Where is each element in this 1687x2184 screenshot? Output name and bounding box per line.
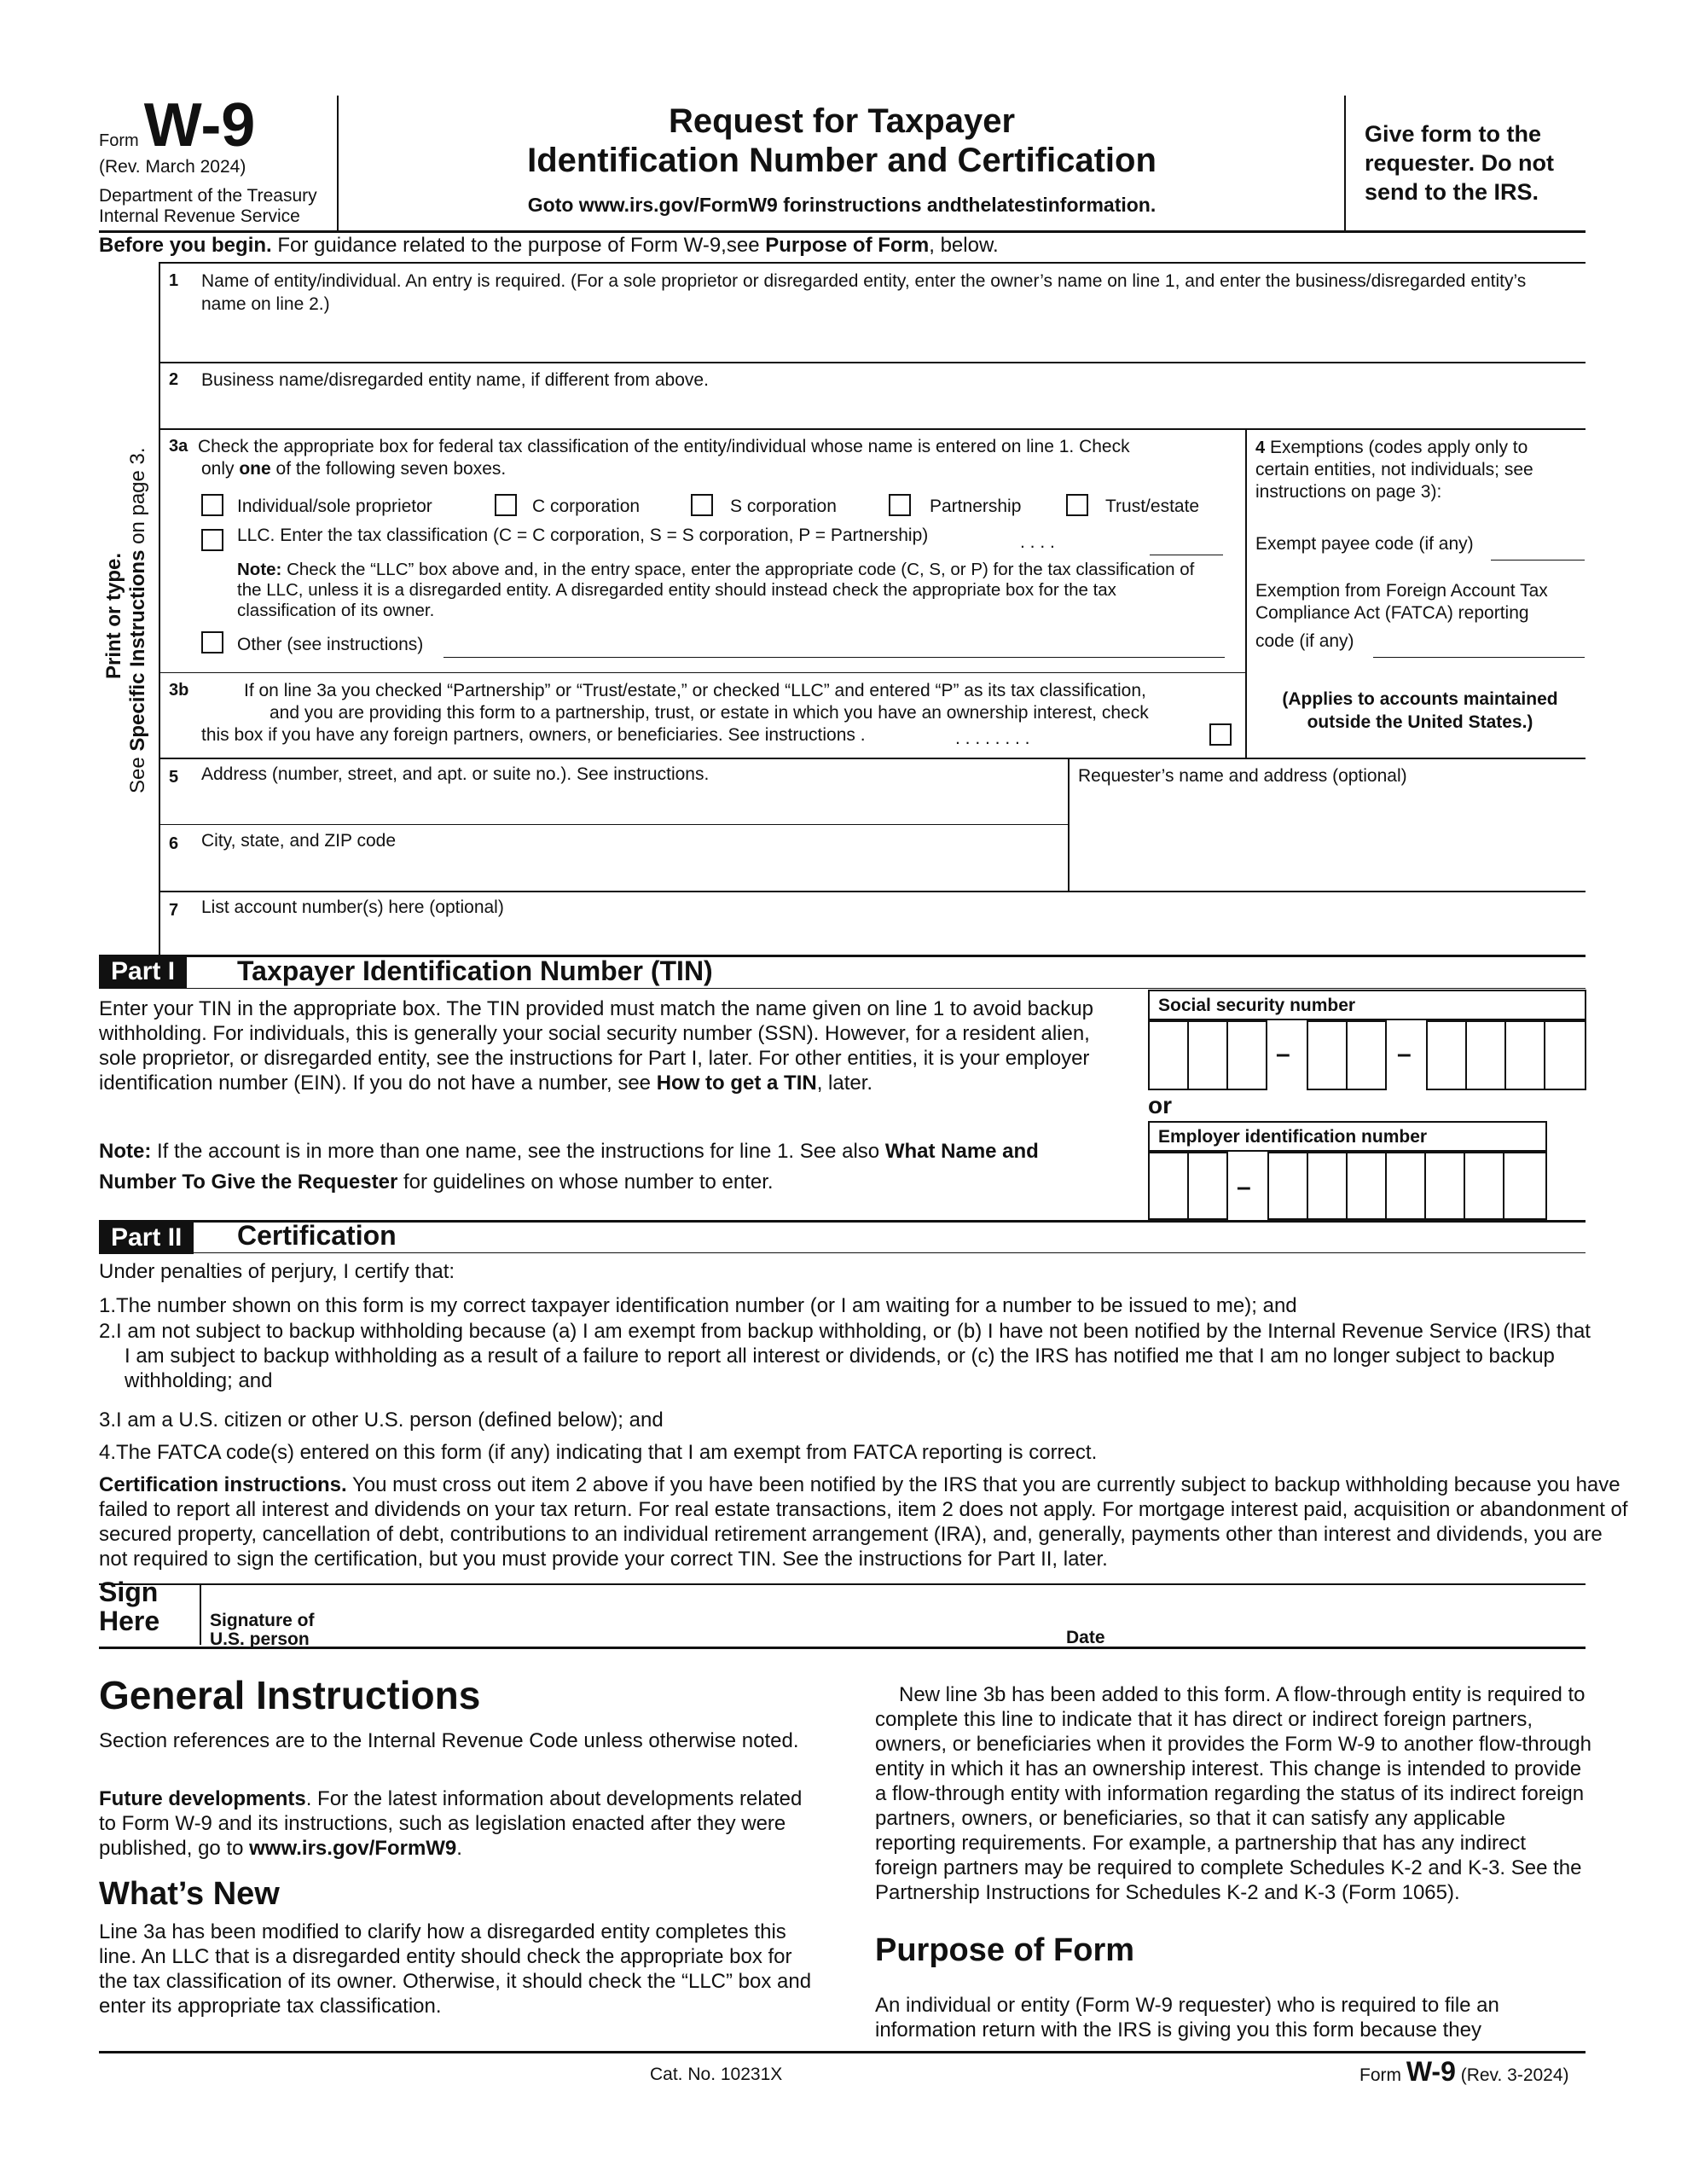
future-dev-text: . For the latest information about developments related to Form W-9 and its instructions, such as legislation enacted after they were published, go to bbox=[99, 1787, 803, 1860]
line3a-label: Check the appropriate box for federal tax classification of the entity/individual whose name is entered on line 1. Check bbox=[198, 437, 1130, 456]
ssn-dash-1: – bbox=[1276, 1040, 1290, 1068]
part2-title-rule bbox=[99, 1252, 1586, 1253]
checkbox-individual[interactable] bbox=[201, 494, 223, 516]
or-label: or bbox=[1148, 1092, 1172, 1118]
future-dev-label: Future developments bbox=[99, 1787, 306, 1810]
date-label: Date bbox=[1066, 1628, 1105, 1647]
header-divider-right bbox=[1344, 96, 1346, 230]
label-s-corp: S corporation bbox=[730, 497, 837, 516]
ssn-dash-2: – bbox=[1397, 1040, 1412, 1068]
side-label-bold: Specific Instructions bbox=[126, 549, 149, 752]
future-dev-url[interactable]: www.irs.gov/FormW9 bbox=[249, 1837, 457, 1860]
cert-instructions bbox=[99, 1472, 1634, 1571]
footer-form-id bbox=[1359, 2054, 1569, 2090]
line3b-label-3: this box if you have any foreign partners, owners, or beneficiaries. See instructions . bbox=[201, 725, 866, 745]
line2-business-input[interactable] bbox=[201, 394, 1574, 427]
checkbox-other[interactable] bbox=[201, 631, 223, 653]
other-input[interactable] bbox=[443, 657, 1225, 658]
sign-top-rule bbox=[99, 1583, 1586, 1585]
line3a-one: one bbox=[239, 459, 271, 479]
line3b-label-1: If on line 3a you checked “Partnership” or “Trust/estate,” or checked “LLC” and entered “P” as its tax classification, bbox=[244, 681, 1146, 700]
line1-name-input[interactable] bbox=[201, 317, 1574, 360]
part1-note-text: If the account is in more than one name, see the instructions for line 1. See also bbox=[151, 1140, 885, 1163]
part1-note-tail: for guidelines on whose number to enter. bbox=[397, 1170, 774, 1194]
ein-digit-2[interactable] bbox=[1187, 1152, 1228, 1220]
fatca-code-label: code (if any) bbox=[1255, 631, 1354, 651]
ssn-label-box: Social security number bbox=[1148, 990, 1586, 1020]
exempt-payee-label: Exempt payee code (if any) bbox=[1255, 534, 1474, 554]
ein-digit-7[interactable] bbox=[1424, 1152, 1465, 1220]
part2-tag: Part II bbox=[99, 1222, 194, 1254]
form-name: W-9 bbox=[143, 91, 256, 160]
label-llc: LLC. Enter the tax classification (C = C corporation, S = S corporation, P = Partnership) bbox=[237, 526, 929, 545]
fatca-label: Exemption from Foreign Account Tax Compliance Act (FATCA) reporting bbox=[1255, 581, 1548, 623]
signature-label-1: Signature of bbox=[210, 1611, 315, 1630]
ssn-digit-9[interactable] bbox=[1544, 1020, 1586, 1090]
line3b-label-2: and you are providing this form to a partnership, trust, or estate in which you have an ownership interest, check bbox=[270, 703, 1149, 723]
ein-digit-3[interactable] bbox=[1267, 1152, 1308, 1220]
requester-divider bbox=[1068, 758, 1070, 891]
requester-label: Requester’s name and address (optional) bbox=[1078, 766, 1407, 786]
line5-label: Address (number, street, and apt. or suite no.). See instructions. bbox=[201, 764, 710, 784]
ssn-digit-5[interactable] bbox=[1346, 1020, 1387, 1090]
line2-label: Business name/disregarded entity name, if different from above. bbox=[201, 370, 709, 390]
here-label: Here bbox=[99, 1606, 160, 1636]
future-dev-end: . bbox=[456, 1837, 462, 1860]
part2-title: Certification bbox=[237, 1220, 397, 1251]
line3a-seven: of the following seven boxes. bbox=[270, 459, 507, 479]
before-you-begin bbox=[99, 232, 999, 258]
line6-number: 6 bbox=[169, 834, 179, 853]
side-label-prefix: See bbox=[126, 751, 149, 793]
whats-new-text: Line 3a has been modified to clarify how a disregarded entity completes this line. An LLC that is a disregarded entity should check the appropriate box for the tax classification of its owner. Otherwise, it should check the “LLC” box and enter its appropriate tax classification. bbox=[99, 1920, 812, 2018]
footer-form-label: Form bbox=[1359, 2065, 1401, 2085]
whats-new-heading: What’s New bbox=[99, 1876, 280, 1912]
line5-rule bbox=[159, 824, 1068, 825]
ssn-digit-4[interactable] bbox=[1307, 1020, 1348, 1090]
line7-number: 7 bbox=[169, 901, 179, 920]
line3a-only: only bbox=[201, 459, 240, 479]
ein-label-box: Employer identification number bbox=[1148, 1121, 1547, 1152]
label-c-corp: C corporation bbox=[532, 497, 641, 516]
signature-label-2: U.S. person bbox=[210, 1629, 310, 1649]
before-begin-text: For guidance related to the purpose of Form W-9,see bbox=[277, 234, 766, 257]
ein-digit-5[interactable] bbox=[1346, 1152, 1387, 1220]
cert-item-2: 2.I am not subject to backup withholding because (a) I am exempt from backup withholding, or (b) I have not been notified by the Internal Revenue Service (IRS) that I am subject to backup withholding as a result of a failure to report all interest or dividends, or (c) the IRS has notified me that I am no longer subject to backup withholding; and bbox=[99, 1320, 1591, 1392]
line2-rule bbox=[159, 428, 1586, 430]
before-begin-tail: , below. bbox=[929, 234, 999, 257]
part1-title-rule bbox=[99, 988, 1586, 989]
exempt-payee-input[interactable] bbox=[1491, 560, 1585, 561]
part1-body-text: Enter your TIN in the appropriate box. The TIN provided must match the name given on line 1 to avoid backup withholding. For individuals, this is generally your social security number (SSN). However, for a resident alien, sole proprietor, or disregarded entity, see the instructions for Part I, later. For other entities, it is your employer identification number (EIN). If you do not have a number, see bbox=[99, 997, 1093, 1095]
part1-note-bold: What Name and Number To Give the Requester bbox=[99, 1140, 1039, 1194]
ssn-digit-7[interactable] bbox=[1465, 1020, 1506, 1090]
ein-digit-row bbox=[1148, 1152, 1547, 1220]
sign-bottom-rule bbox=[99, 1647, 1586, 1649]
part1-body bbox=[99, 996, 1119, 1095]
footer-rule bbox=[99, 2051, 1586, 2053]
line1-rule bbox=[159, 362, 1586, 363]
ein-digit-8[interactable] bbox=[1464, 1152, 1504, 1220]
label-individual: Individual/sole proprietor bbox=[237, 497, 432, 516]
line4-label bbox=[1255, 437, 1578, 503]
purpose-of-form-heading: Purpose of Form bbox=[875, 1932, 1135, 1968]
department: Department of the Treasury bbox=[99, 186, 317, 206]
part1-note bbox=[99, 1136, 1119, 1198]
line4-number: 4 bbox=[1255, 439, 1266, 457]
checkbox-llc[interactable] bbox=[201, 529, 223, 551]
fatca-applies-note: (Applies to accounts maintained outside the United States.) bbox=[1282, 689, 1558, 732]
cert-item-1: 1.The number shown on this form is my correct taxpayer identification number (or I am waiting for a number to be issued to me); and bbox=[99, 1294, 1297, 1317]
label-partnership: Partnership bbox=[930, 497, 1022, 516]
line6-rule bbox=[159, 891, 1586, 892]
irs-agency: Internal Revenue Service bbox=[99, 206, 300, 226]
date-input[interactable] bbox=[1126, 1589, 1583, 1641]
cert-item-4: 4.The FATCA code(s) entered on this form (if any) indicating that I am exempt from FATCA reporting is correct. bbox=[99, 1441, 1098, 1464]
purpose-of-form-text: An individual or entity (Form W-9 requester) who is required to file an information return with the IRS is giving you this form because they bbox=[875, 1994, 1499, 2042]
side-label-divider bbox=[159, 262, 160, 955]
line3b-number: 3b bbox=[169, 681, 189, 700]
sign-label: Sign bbox=[99, 1577, 159, 1607]
line3a-bottom-rule bbox=[159, 672, 1245, 673]
ssn-digit-1[interactable] bbox=[1148, 1020, 1189, 1090]
future-developments bbox=[99, 1786, 815, 1861]
ssn-digit-3[interactable] bbox=[1226, 1020, 1267, 1090]
line1-label: Name of entity/individual. An entry is required. (For a sole proprietor or disregarded entity, enter the owner’s name on line 1, and enter the business/disregarded entity’s name on line 2.) bbox=[201, 271, 1527, 314]
cert-item-3: 3.I am a U.S. citizen or other U.S. person (defined below); and bbox=[99, 1409, 664, 1432]
note-text: Check the “LLC” box above and, in the entry space, enter the appropriate code (C, S, or P) for the tax classification of the LLC, unless it is a disregarded entity. A disregarded entity should instead check the appropriate box for the tax classification of its owner. bbox=[237, 560, 1195, 620]
part1-body-bold: How to get a TIN bbox=[656, 1072, 817, 1095]
line6-label: City, state, and ZIP code bbox=[201, 831, 397, 851]
form-id-block bbox=[99, 91, 338, 160]
side-label-suffix: on page 3. bbox=[126, 447, 149, 550]
line3a-label-2 bbox=[201, 457, 506, 480]
checkbox-foreign-partners[interactable] bbox=[1209, 723, 1232, 746]
ein-digit-4[interactable] bbox=[1307, 1152, 1348, 1220]
cert-instructions-text: You must cross out item 2 above if you have been notified by the IRS that you are currently subject to backup withholding because you have failed to report all interest and dividends on your tax return. For real estate transactions, item 2 does not apply. For mortgage interest paid, acquisition or abandonment of secured property, cancellation of debt, contributions to an individual retirement arrangement (IRA), and, generally, payments other than interest and dividends, you are not required to sign the certification, but you must provide your correct TIN. See the instructions for Part II, later. bbox=[99, 1473, 1628, 1571]
line7-account-input[interactable] bbox=[201, 920, 1574, 952]
side-label-print-type: Print or type. bbox=[102, 552, 125, 679]
goto-instructions: Goto www.irs.gov/FormW9 forinstructions andthelatestinformation. bbox=[527, 194, 1157, 216]
catalog-number: Cat. No. 10231X bbox=[650, 2065, 783, 2084]
form-label: Form bbox=[99, 131, 139, 150]
fatca-code-input[interactable] bbox=[1373, 657, 1585, 658]
checkbox-c-corp[interactable] bbox=[495, 494, 517, 516]
form-title-line2: Identification Number and Certification bbox=[527, 142, 1157, 179]
footer-form-name: W-9 bbox=[1406, 2056, 1456, 2087]
ein-dash: – bbox=[1237, 1173, 1251, 1201]
ssn-digit-row bbox=[1148, 1020, 1586, 1090]
part1-note-label: Note: bbox=[99, 1140, 152, 1163]
line5-number: 5 bbox=[169, 768, 179, 787]
line3b-dots: . . . . . . . . bbox=[955, 729, 1030, 748]
checkbox-s-corp[interactable] bbox=[691, 494, 713, 516]
line5-address-input[interactable] bbox=[201, 788, 1063, 824]
llc-note bbox=[237, 560, 1220, 621]
line3a-number: 3a bbox=[169, 437, 188, 456]
part1-title: Taxpayer Identification Number (TIN) bbox=[237, 956, 713, 986]
header-divider-left bbox=[337, 96, 339, 230]
label-trust-estate: Trust/estate bbox=[1105, 497, 1200, 516]
form-title-line1: Request for Taxpayer bbox=[668, 102, 1016, 140]
line7-label: List account number(s) here (optional) bbox=[201, 897, 504, 917]
checkbox-partnership[interactable] bbox=[889, 494, 911, 516]
before-begin-bold: Purpose of Form bbox=[765, 234, 930, 257]
before-begin-label: Before you begin. bbox=[99, 234, 272, 257]
requester-input[interactable] bbox=[1078, 790, 1581, 886]
revision-date: (Rev. March 2024) bbox=[99, 157, 246, 177]
part1-body-tail: , later. bbox=[816, 1072, 873, 1095]
section-references: Section references are to the Internal Revenue Code unless otherwise noted. bbox=[99, 1729, 799, 1752]
ein-digit-6[interactable] bbox=[1385, 1152, 1426, 1220]
line3b-bottom-rule bbox=[159, 758, 1586, 759]
line4-text: Exemptions (codes apply only to certain entities, not individuals; see instructions on page 3): bbox=[1255, 438, 1533, 502]
give-form-note: Give form to the requester. Do not send to the IRS. bbox=[1365, 121, 1555, 205]
line3b-new-text: New line 3b has been added to this form. A flow-through entity is required to complete this line to indicate that it has direct or indirect foreign partners, owners, or beneficiaries when it provides the Form W-9 to another flow-through entity in which it has an ownership interest. This change is intended to provide a flow-through entity with information regarding the status of its indirect foreign partners, owners, or beneficiaries, so that it can satisfy any applicable reporting requirements. For example, a partnership that has any indirect foreign partners may be required to complete Schedules K-2 and K-3. See the Partnership Instructions for Schedules K-2 and K-3 (Form 1065). bbox=[875, 1683, 1591, 1904]
llc-dots: . . . . bbox=[1020, 532, 1055, 552]
part2-intro: Under penalties of perjury, I certify that: bbox=[99, 1260, 455, 1283]
ein-digit-9[interactable] bbox=[1503, 1152, 1547, 1220]
ein-digit-1[interactable] bbox=[1148, 1152, 1189, 1220]
sign-divider bbox=[200, 1583, 201, 1645]
line1-number: 1 bbox=[169, 271, 179, 290]
general-instructions-heading: General Instructions bbox=[99, 1673, 481, 1717]
cert-instructions-label: Certification instructions. bbox=[99, 1473, 347, 1496]
checkbox-trust-estate[interactable] bbox=[1066, 494, 1088, 516]
note-label: Note: bbox=[237, 560, 282, 579]
footer-rev: (Rev. 3-2024) bbox=[1460, 2065, 1569, 2085]
line3a-right-divider bbox=[1245, 428, 1247, 758]
line6-city-input[interactable] bbox=[201, 855, 1063, 889]
before-begin-rule bbox=[159, 262, 1586, 264]
line2-number: 2 bbox=[169, 370, 179, 389]
label-other: Other (see instructions) bbox=[237, 635, 424, 654]
part1-tag: Part I bbox=[99, 956, 187, 988]
ssn-digit-2[interactable] bbox=[1187, 1020, 1228, 1090]
ssn-digit-8[interactable] bbox=[1504, 1020, 1545, 1090]
side-label-specific-instr bbox=[125, 447, 151, 793]
ssn-digit-6[interactable] bbox=[1426, 1020, 1467, 1090]
signature-input[interactable] bbox=[324, 1589, 1058, 1641]
